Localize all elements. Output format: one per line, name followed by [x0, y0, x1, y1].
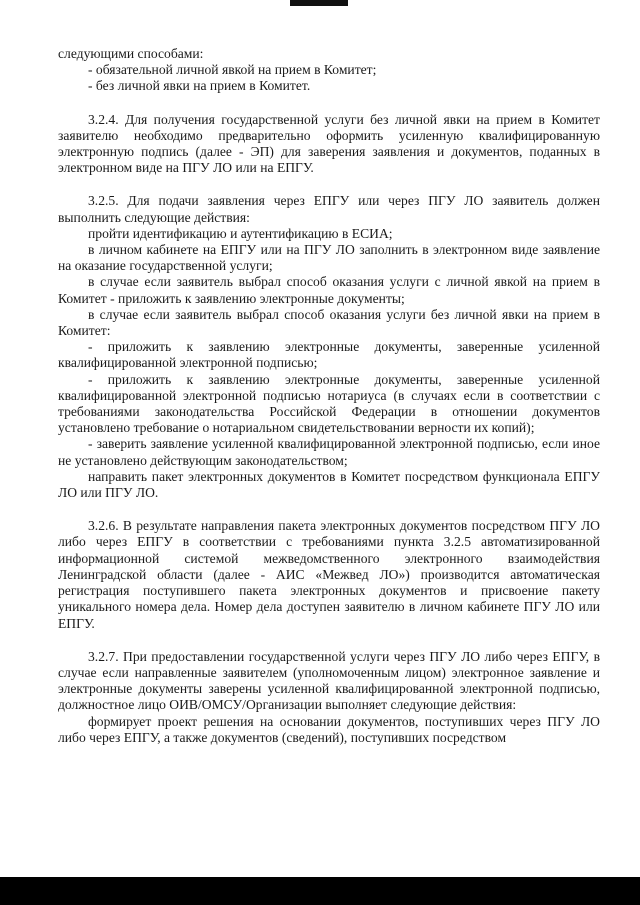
- paragraph: в случае если заявитель выбрал способ оказания услуги без личной явки на прием в Комитет:: [58, 306, 600, 339]
- paragraph: 3.2.6. В результате направления пакета электронных документов посредством ПГУ ЛО либо через ЕПГУ в соответствии с требованиями пункта 3.2.5 автоматизированной информационной системой межведомственного электронного взаимодействия Ленинградской области (далее - АИС «Межвед ЛО») производится автоматическая регистрация поступившего пакета электронных документов и присвоение пакету уникального номера дела. Номер дела доступен заявителю в личном кабинете ПГУ ЛО или ЕПГУ.: [58, 518, 600, 631]
- paragraph-gap: [58, 632, 600, 649]
- paragraph-gap: [58, 95, 600, 112]
- paragraph: - приложить к заявлению электронные документы, заверенные усиленной квалифицированной электронной подписью;: [58, 339, 600, 371]
- paragraph: направить пакет электронных документов в Комитет посредством функционала ЕПГУ ЛО или ПГУ ЛО.: [58, 468, 600, 501]
- paragraph-gap: [58, 176, 600, 193]
- paragraph-gap: [58, 501, 600, 518]
- paragraph: 3.2.4. Для получения государственной услуги без личной явки на прием в Комитет заявителю необходимо предварительно оформить усиленную квалифицированную электронную подпись (далее - ЭП) для заверения заявления и документов, поданных в электронном виде на ПГУ ЛО или на ЕПГУ.: [58, 111, 600, 176]
- paragraph: - без личной явки на прием в Комитет.: [88, 78, 311, 94]
- paragraph: в случае если заявитель выбрал способ оказания услуги с личной явкой на прием в Комитет - приложить к заявлению электронные документы;: [58, 274, 600, 306]
- paragraph: 3.2.7. При предоставлении государственной услуги через ПГУ ЛО либо через ЕПГУ, в случае если направленные заявителем (уполномоченным лицом) электронное заявление и электронные документы заверены усиленной квалифицированной электронной подписью, должностное лицо ОИВ/ОМСУ/Организации выполняет следующие действия:: [58, 648, 600, 713]
- paragraph: формирует проект решения на основании документов, поступивших через ПГУ ЛО либо через ЕПГУ, а также документов (сведений), поступивших посредством: [58, 713, 600, 745]
- document-page: [58, 46, 600, 746]
- paragraph: - обязательной личной явкой на прием в Комитет;: [88, 62, 377, 78]
- scan-top-mark: [290, 0, 348, 6]
- paragraph: - приложить к заявлению электронные документы, заверенные усиленной квалифицированной электронной подписью нотариуса (в случаях если в соответствии с требованиями законодательства Российской Федерации в отношении документов установлено требование о нотариальном свидетельствовании верности их копий);: [58, 371, 600, 436]
- paragraph: в личном кабинете на ЕПГУ или на ПГУ ЛО заполнить в электронном виде заявление на оказание государственной услуги;: [58, 242, 600, 274]
- paragraph: следующими способами:: [58, 46, 204, 61]
- paragraph: 3.2.5. Для подачи заявления через ЕПГУ или через ПГУ ЛО заявитель должен выполнить следующие действия:: [58, 193, 600, 225]
- paragraph: - заверить заявление усиленной квалифицированной электронной подписью, если иное не установлено действующим законодательством;: [58, 436, 600, 468]
- scan-bottom-border: [0, 877, 640, 905]
- paragraph: пройти идентификацию и аутентификацию в ЕСИА;: [88, 225, 393, 241]
